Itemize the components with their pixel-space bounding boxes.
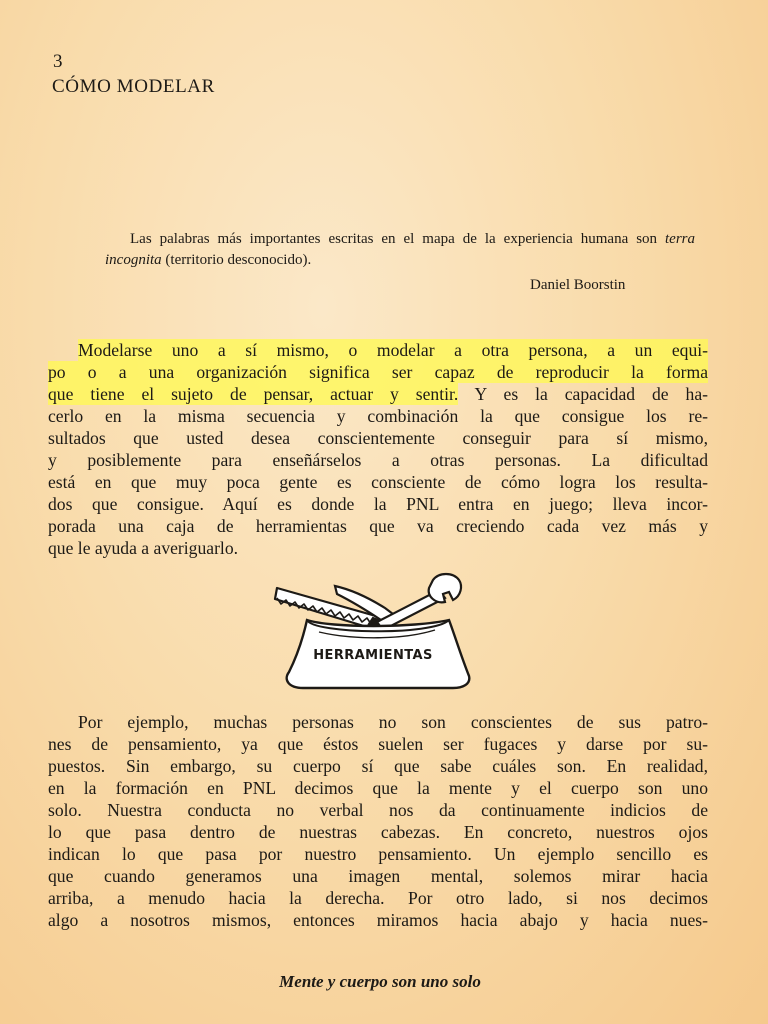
epigraph-text-before: Las palabras más importantes escritas en el mapa de la experiencia humana son (130, 231, 665, 247)
text-line: Por ejemplo, muchas personas no son conscientes de sus patro- (78, 712, 708, 732)
text-line: está en que muy poca gente es consciente de cómo logra los resulta- (48, 472, 708, 492)
toolbox-illustration (273, 568, 473, 690)
text-line: y posiblemente para enseñárselos a otras personas. La dificultad (48, 450, 708, 470)
text-line: puestos. Sin embargo, su cuerpo sí que sabe cuáles son. En realidad, (48, 756, 708, 776)
highlighted-text: que tiene el sujeto de pensar, actuar y sentir. (48, 384, 459, 404)
text-line: algo a nosotros mismos, entonces miramos hacia abajo y hacia nues- (48, 910, 708, 930)
highlighted-text: po o a una organización significa ser capaz de reproducir la forma (48, 362, 708, 382)
text-line (48, 361, 708, 383)
epigraph-emphasis: terra incognita (105, 231, 695, 268)
toolbox-label: HERRAMIENTAS (313, 648, 433, 663)
highlighted-text: Modelarse uno a sí mismo, o modelar a otra persona, a un equi- (78, 340, 708, 360)
text-line: porada una caja de herramientas que va creciendo cada vez más y (48, 516, 708, 536)
text-line: sultados que usted desea conscientemente conseguir para sí mismo, (48, 428, 708, 448)
epigraph-text-after: (territorio desconocido). (161, 252, 312, 268)
text-line: dos que consigue. Aquí es donde la PNL entra en juego; lleva incor- (48, 494, 708, 514)
text-span: Y es la capacidad de ha- (458, 384, 708, 404)
chapter-title: CÓMO MODELAR (52, 76, 215, 97)
text-line: nes de pensamiento, ya que éstos suelen ser fugaces y darse por su- (48, 734, 708, 754)
paragraph-ejemplo (48, 711, 708, 931)
text-line: arriba, a menudo hacia la derecha. Por otro lado, si nos decimos (48, 888, 708, 908)
footer-caption: Mente y cuerpo son uno solo (279, 972, 481, 991)
epigraph-author: Daniel Boorstin (530, 277, 626, 293)
text-line: lo que pasa dentro de nuestras cabezas. En concreto, nuestros ojos (48, 822, 708, 842)
chapter-number: 3 (53, 51, 63, 72)
text-line: cerlo en la misma secuencia y combinación la que consigue los re- (48, 406, 708, 426)
text-line (48, 339, 708, 361)
text-line: solo. Nuestra conducta no verbal nos da continuamente indicios de (48, 800, 708, 820)
paragraph-modelarse (48, 339, 708, 559)
text-line: que le ayuda a averiguarlo. (48, 538, 239, 558)
text-line (48, 383, 708, 405)
toolbox-icon (273, 568, 473, 690)
text-line: en la formación en PNL decimos que la mente y el cuerpo son uno (48, 778, 708, 798)
text-line: que cuando generamos una imagen mental, solemos mirar hacia (48, 866, 708, 886)
text-line: indican lo que pasa por nuestro pensamiento. Un ejemplo sencillo es (48, 844, 708, 864)
epigraph-quote (105, 229, 695, 271)
